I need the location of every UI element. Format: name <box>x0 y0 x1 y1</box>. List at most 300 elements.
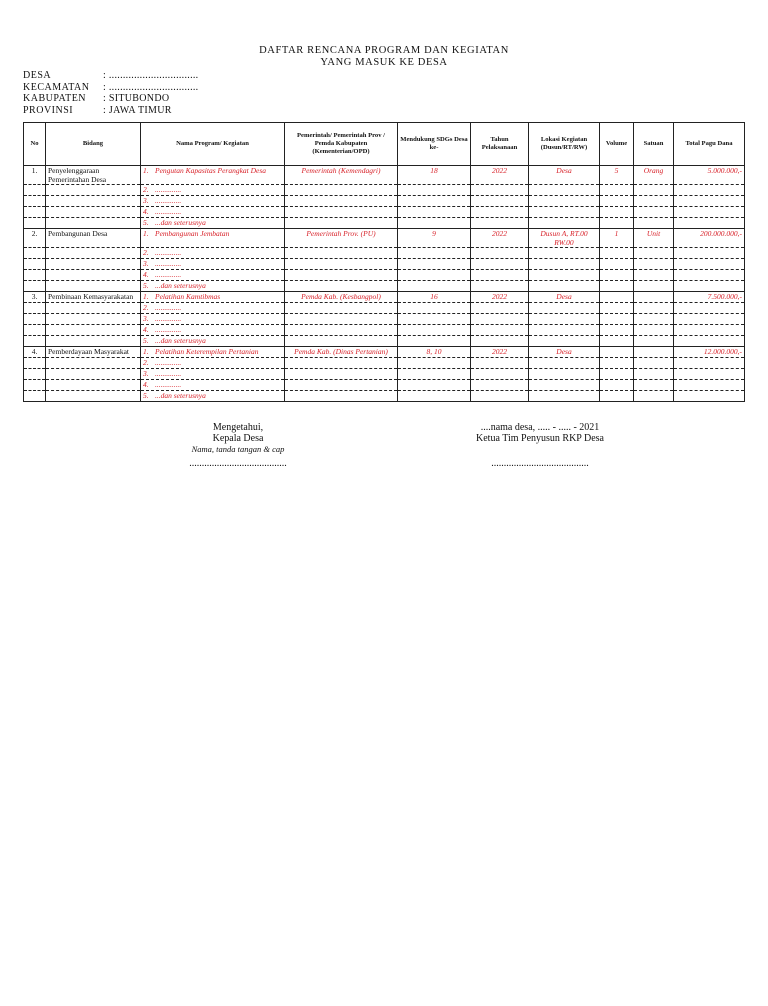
program-item-number: 1. <box>143 292 149 301</box>
program-item-number: 2. <box>143 303 149 312</box>
row-sdgs <box>398 303 471 314</box>
row-volume <box>600 391 634 402</box>
row-number <box>24 380 46 391</box>
row-instansi <box>285 196 398 207</box>
row-bidang <box>46 259 141 270</box>
row-pagu <box>674 303 745 314</box>
program-item <box>143 248 282 257</box>
row-bidang <box>46 358 141 369</box>
header-bidang: Bidang <box>46 123 141 166</box>
row-pagu <box>674 380 745 391</box>
program-item <box>143 380 282 389</box>
row-tahun <box>471 207 529 218</box>
row-pagu <box>674 270 745 281</box>
row-program <box>141 314 285 325</box>
row-tahun <box>471 218 529 229</box>
row-number <box>24 270 46 281</box>
header-sdgs: Mendukung SDGs Desa ke- <box>398 123 471 166</box>
table-row <box>24 270 745 281</box>
program-item-number: 3. <box>143 196 149 205</box>
program-item-number: 5. <box>143 218 149 227</box>
row-number <box>24 281 46 292</box>
row-tahun <box>471 358 529 369</box>
program-item <box>143 369 282 378</box>
table-row <box>24 336 745 347</box>
acknowledge-label: Mengetahui, <box>212 422 264 433</box>
row-program <box>141 185 285 196</box>
table-row <box>24 314 745 325</box>
row-sdgs: 16 <box>398 292 471 303</box>
table-row <box>24 207 745 218</box>
row-lokasi: Desa <box>529 292 600 303</box>
program-item-number: 2. <box>143 248 149 257</box>
program-item-number: 1. <box>143 347 149 356</box>
row-instansi: Pemerintah (Kemendagri) <box>285 166 398 185</box>
program-item-text: ...dan seterusnya <box>155 281 206 290</box>
row-bidang <box>46 380 141 391</box>
row-satuan <box>634 303 674 314</box>
row-bidang <box>46 218 141 229</box>
identity-row <box>23 70 198 82</box>
header-pagu: Total Pagu Dana <box>674 123 745 166</box>
program-item-text: .............. <box>155 185 182 194</box>
row-program <box>141 166 285 185</box>
row-tahun <box>471 369 529 380</box>
row-volume <box>600 196 634 207</box>
row-pagu <box>674 358 745 369</box>
row-program <box>141 218 285 229</box>
row-satuan <box>634 325 674 336</box>
header-no: No <box>24 123 46 166</box>
row-satuan <box>634 207 674 218</box>
row-number <box>24 391 46 402</box>
row-pagu <box>674 314 745 325</box>
row-satuan <box>634 270 674 281</box>
row-volume <box>600 281 634 292</box>
row-instansi <box>285 270 398 281</box>
row-program <box>141 270 285 281</box>
header-instansi: Pemerintah/ Pemerintah Prov / Pemda Kabupaten (Kementerian/OPD) <box>285 123 398 166</box>
program-item-number: 5. <box>143 281 149 290</box>
row-number: 3. <box>24 292 46 303</box>
row-volume <box>600 259 634 270</box>
program-item-text: .............. <box>155 314 182 323</box>
row-sdgs: 8, 10 <box>398 347 471 358</box>
row-instansi <box>285 380 398 391</box>
row-volume <box>600 270 634 281</box>
row-bidang <box>46 248 141 259</box>
row-program <box>141 358 285 369</box>
program-item-text: ...dan seterusnya <box>155 218 206 227</box>
row-satuan <box>634 336 674 347</box>
row-program <box>141 281 285 292</box>
table-row <box>24 166 745 185</box>
row-satuan <box>634 185 674 196</box>
row-tahun: 2022 <box>471 347 529 358</box>
row-instansi <box>285 303 398 314</box>
program-item <box>143 259 282 268</box>
program-item-text: Pengutan Kapasitas Perangkat Desa <box>155 166 267 175</box>
row-bidang: Penyelenggaraan Pemerintahan Desa <box>46 166 141 185</box>
row-program <box>141 325 285 336</box>
signature-right <box>455 422 625 469</box>
program-item <box>143 292 282 301</box>
program-item-text: .............. <box>155 259 182 268</box>
row-lokasi <box>529 270 600 281</box>
program-item-number: 3. <box>143 259 149 268</box>
row-tahun <box>471 248 529 259</box>
row-satuan <box>634 347 674 358</box>
row-sdgs <box>398 196 471 207</box>
row-lokasi <box>529 196 600 207</box>
program-item <box>143 281 282 290</box>
row-program <box>141 380 285 391</box>
row-volume <box>600 303 634 314</box>
row-number <box>24 185 46 196</box>
identity-row <box>23 93 198 105</box>
row-sdgs <box>398 248 471 259</box>
program-item-text: .............. <box>155 369 182 378</box>
row-satuan <box>634 259 674 270</box>
program-item <box>143 166 282 175</box>
table-row <box>24 281 745 292</box>
table-header-row <box>24 123 745 166</box>
row-satuan <box>634 380 674 391</box>
row-program <box>141 303 285 314</box>
program-item-text: .............. <box>155 380 182 389</box>
row-number <box>24 369 46 380</box>
program-item <box>143 391 282 400</box>
row-sdgs <box>398 358 471 369</box>
table-row <box>24 391 745 402</box>
row-volume <box>600 369 634 380</box>
row-lokasi <box>529 185 600 196</box>
identity-block <box>23 70 198 116</box>
row-lokasi <box>529 325 600 336</box>
row-pagu <box>674 369 745 380</box>
row-instansi <box>285 218 398 229</box>
row-lokasi <box>529 391 600 402</box>
row-tahun <box>471 391 529 402</box>
row-sdgs <box>398 270 471 281</box>
row-volume <box>600 347 634 358</box>
header-satuan: Satuan <box>634 123 674 166</box>
program-item-text: Pelatihan Keterempilan Pertanian <box>155 347 259 356</box>
identity-value: : ................................ <box>103 81 199 93</box>
row-satuan <box>634 369 674 380</box>
program-item-text: .............. <box>155 325 182 334</box>
identity-label: KABUPATEN <box>23 93 87 104</box>
row-sdgs <box>398 369 471 380</box>
table-row <box>24 303 745 314</box>
row-satuan <box>634 196 674 207</box>
program-table <box>23 122 745 402</box>
row-instansi: Pemerintah Prov. (PU) <box>285 229 398 248</box>
row-program <box>141 207 285 218</box>
row-bidang <box>46 314 141 325</box>
document-subtitle: YANG MASUK KE DESA <box>320 57 448 68</box>
signature-left <box>168 422 308 469</box>
row-bidang: Pemberdayaan Masyarakat <box>46 347 141 358</box>
row-satuan <box>634 391 674 402</box>
row-sdgs <box>398 314 471 325</box>
row-sdgs: 18 <box>398 166 471 185</box>
program-item-number: 4. <box>143 380 149 389</box>
village-head-label: Kepala Desa <box>212 433 264 444</box>
row-lokasi <box>529 218 600 229</box>
table-row <box>24 292 745 303</box>
row-program <box>141 196 285 207</box>
table-row <box>24 347 745 358</box>
row-sdgs <box>398 259 471 270</box>
row-program <box>141 248 285 259</box>
row-tahun: 2022 <box>471 229 529 248</box>
program-item-text: .............. <box>155 207 182 216</box>
header-volume: Volume <box>600 123 634 166</box>
row-tahun: 2022 <box>471 292 529 303</box>
row-pagu <box>674 391 745 402</box>
row-lokasi <box>529 336 600 347</box>
row-volume <box>600 336 634 347</box>
table-row <box>24 369 745 380</box>
row-bidang <box>46 325 141 336</box>
row-volume <box>600 325 634 336</box>
program-item <box>143 229 282 238</box>
row-lokasi: Desa <box>529 166 600 185</box>
row-pagu <box>674 248 745 259</box>
row-sdgs <box>398 391 471 402</box>
row-volume <box>600 185 634 196</box>
row-program <box>141 391 285 402</box>
row-pagu: 7.500.000,- <box>674 292 745 303</box>
table-row <box>24 248 745 259</box>
row-instansi <box>285 259 398 270</box>
row-tahun <box>471 303 529 314</box>
header-lokasi: Lokasi Kegiatan (Dusun/RT/RW) <box>529 123 600 166</box>
row-tahun <box>471 380 529 391</box>
row-tahun <box>471 281 529 292</box>
signature-line-right: ....................................... <box>491 458 589 469</box>
program-item-text: .............. <box>155 358 182 367</box>
program-item-text: Pelatihan Kamtibmas <box>155 292 221 301</box>
row-tahun: 2022 <box>471 166 529 185</box>
row-lokasi <box>529 303 600 314</box>
row-pagu: 5.000.000,- <box>674 166 745 185</box>
row-number: 1. <box>24 166 46 185</box>
row-number <box>24 218 46 229</box>
row-bidang <box>46 391 141 402</box>
program-item <box>143 196 282 205</box>
row-bidang <box>46 185 141 196</box>
row-number <box>24 336 46 347</box>
row-number <box>24 259 46 270</box>
row-bidang: Pembinaan Kemasyarakatan <box>46 292 141 303</box>
row-instansi <box>285 336 398 347</box>
table-row <box>24 218 745 229</box>
program-item-number: 2. <box>143 358 149 367</box>
row-pagu <box>674 259 745 270</box>
program-item <box>143 358 282 367</box>
row-pagu <box>674 196 745 207</box>
row-number <box>24 325 46 336</box>
program-item <box>143 303 282 312</box>
row-pagu: 200.000.000,- <box>674 229 745 248</box>
row-instansi: Pemda Kab. (Kesbangpol) <box>285 292 398 303</box>
row-instansi <box>285 391 398 402</box>
program-item-number: 1. <box>143 166 149 175</box>
row-volume <box>600 207 634 218</box>
row-satuan <box>634 248 674 259</box>
row-sdgs <box>398 380 471 391</box>
row-pagu <box>674 218 745 229</box>
row-pagu: 12.000.000,- <box>674 347 745 358</box>
row-lokasi <box>529 248 600 259</box>
row-instansi <box>285 369 398 380</box>
row-lokasi <box>529 380 600 391</box>
row-instansi <box>285 314 398 325</box>
row-number <box>24 314 46 325</box>
row-satuan <box>634 281 674 292</box>
program-item-number: 4. <box>143 270 149 279</box>
row-satuan <box>634 292 674 303</box>
program-item-number: 4. <box>143 207 149 216</box>
row-volume <box>600 218 634 229</box>
row-satuan <box>634 218 674 229</box>
row-tahun <box>471 270 529 281</box>
table-row <box>24 325 745 336</box>
row-pagu <box>674 281 745 292</box>
team-lead-label: Ketua Tim Penyusun RKP Desa <box>476 433 604 444</box>
row-pagu <box>674 207 745 218</box>
identity-row <box>23 105 198 117</box>
row-instansi <box>285 358 398 369</box>
row-program <box>141 347 285 358</box>
row-tahun <box>471 325 529 336</box>
row-satuan: Orang <box>634 166 674 185</box>
program-item-text: Pembangunan Jembatan <box>155 229 230 238</box>
program-item-number: 5. <box>143 336 149 345</box>
table-row <box>24 358 745 369</box>
program-item-number: 3. <box>143 369 149 378</box>
row-lokasi: Dusun A, RT.00 RW.00 <box>529 229 600 248</box>
row-pagu <box>674 336 745 347</box>
row-number <box>24 196 46 207</box>
row-lokasi <box>529 358 600 369</box>
identity-label: KECAMATAN <box>23 81 90 93</box>
program-item-number: 2. <box>143 185 149 194</box>
row-number: 2. <box>24 229 46 248</box>
row-instansi: Pemda Kab. (Dinas Pertanian) <box>285 347 398 358</box>
row-instansi <box>285 248 398 259</box>
row-lokasi <box>529 207 600 218</box>
row-program <box>141 336 285 347</box>
program-item-number: 1. <box>143 229 149 238</box>
row-lokasi <box>529 369 600 380</box>
row-tahun <box>471 314 529 325</box>
table-row <box>24 259 745 270</box>
identity-label: DESA <box>23 70 52 81</box>
row-volume <box>600 292 634 303</box>
row-volume <box>600 380 634 391</box>
program-item <box>143 185 282 194</box>
program-item <box>143 347 282 356</box>
program-item <box>143 336 282 345</box>
identity-value: : ................................ <box>103 70 199 81</box>
row-lokasi <box>529 314 600 325</box>
header-program: Nama Program/ Kegiatan <box>141 123 285 166</box>
row-lokasi <box>529 281 600 292</box>
signature-line-left: ....................................... <box>189 458 287 469</box>
row-number <box>24 207 46 218</box>
program-item-text: .............. <box>155 303 182 312</box>
program-item-number: 5. <box>143 391 149 400</box>
row-sdgs <box>398 336 471 347</box>
row-lokasi <box>529 259 600 270</box>
program-item-text: .............. <box>155 196 182 205</box>
program-item-number: 3. <box>143 314 149 323</box>
row-lokasi: Desa <box>529 347 600 358</box>
row-bidang <box>46 336 141 347</box>
row-bidang <box>46 196 141 207</box>
row-satuan <box>634 314 674 325</box>
row-number <box>24 303 46 314</box>
signature-instruction: Nama, tanda tangan & cap <box>191 444 285 454</box>
table-row <box>24 229 745 248</box>
program-item <box>143 270 282 279</box>
row-bidang <box>46 369 141 380</box>
row-bidang <box>46 207 141 218</box>
row-instansi <box>285 207 398 218</box>
table-row <box>24 185 745 196</box>
program-item <box>143 207 282 216</box>
row-number <box>24 358 46 369</box>
row-sdgs <box>398 207 471 218</box>
row-bidang <box>46 270 141 281</box>
identity-value: : SITUBONDO <box>103 93 170 104</box>
row-program <box>141 229 285 248</box>
row-volume <box>600 248 634 259</box>
program-item <box>143 314 282 323</box>
table-row <box>24 196 745 207</box>
row-tahun <box>471 185 529 196</box>
row-tahun <box>471 259 529 270</box>
program-item-text: ...dan seterusnya <box>155 336 206 345</box>
header-tahun: Tahun Pelaksanaan <box>471 123 529 166</box>
program-item-text: .............. <box>155 270 182 279</box>
identity-label: PROVINSI <box>23 104 74 116</box>
row-bidang <box>46 281 141 292</box>
row-volume <box>600 358 634 369</box>
row-bidang: Pembangunan Desa <box>46 229 141 248</box>
row-satuan: Unit <box>634 229 674 248</box>
row-pagu <box>674 185 745 196</box>
row-volume <box>600 314 634 325</box>
row-sdgs: 9 <box>398 229 471 248</box>
row-program <box>141 259 285 270</box>
row-tahun <box>471 336 529 347</box>
row-satuan <box>634 358 674 369</box>
row-bidang <box>46 303 141 314</box>
row-instansi <box>285 281 398 292</box>
row-sdgs <box>398 185 471 196</box>
row-sdgs <box>398 281 471 292</box>
row-volume: 1 <box>600 229 634 248</box>
identity-row <box>23 82 198 94</box>
program-item <box>143 218 282 227</box>
row-tahun <box>471 196 529 207</box>
row-number: 4. <box>24 347 46 358</box>
row-instansi <box>285 185 398 196</box>
